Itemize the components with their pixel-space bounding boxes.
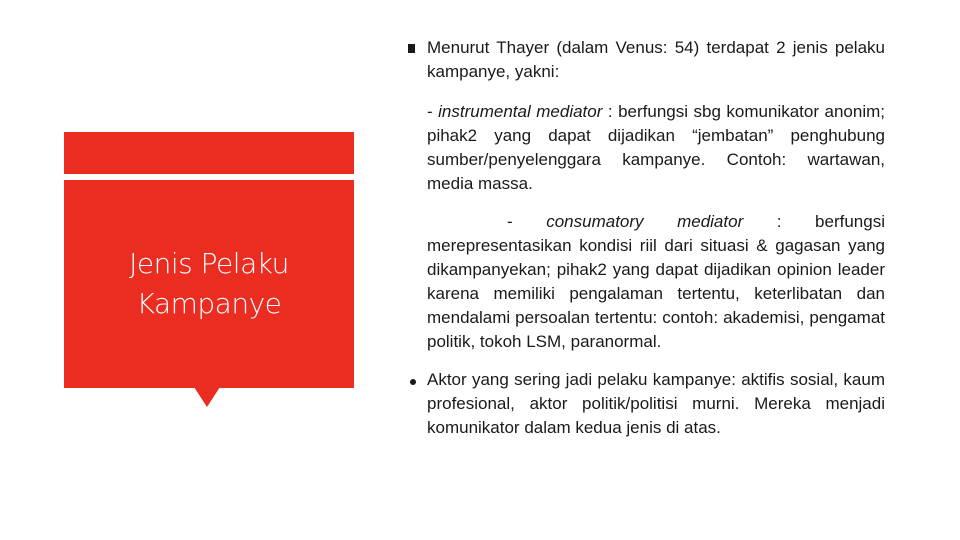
accent-strip bbox=[64, 132, 354, 174]
instrumental-text: : berfungsi sbg komunikator anonim; pihak2 yang dapat dijadikan “jembatan” penghubung sumber/penyelenggara kampanye. Contoh: wartawan, media massa. bbox=[427, 102, 885, 193]
instrumental-lead: - bbox=[427, 102, 439, 121]
actors-bullet bbox=[408, 368, 885, 440]
instrumental-term: instrumental mediator bbox=[438, 102, 603, 121]
slide-content bbox=[408, 36, 885, 440]
intro-bullet bbox=[408, 36, 885, 84]
title-panel-pointer bbox=[194, 387, 220, 407]
dot-bullet-icon bbox=[408, 368, 427, 440]
consumatory-text: : berfungsi merepresentasikan kondisi riil dari situasi & gagasan yang dikampanyekan; pihak2 yang dapat dijadikan opinion leader karena memiliki pengalaman tertentu, keterlibatan dan mendalami persoalan tertentu: contoh: akademisi, pengamat politik, tokoh LSM, paranormal. bbox=[427, 212, 885, 351]
slide-title: Jenis Pelaku Kampanye bbox=[129, 247, 289, 320]
intro-text: Menurut Thayer (dalam Venus: 54) terdapat 2 jenis pelaku kampanye, yakni: bbox=[427, 38, 885, 81]
consumatory-lead: - bbox=[507, 212, 547, 231]
square-bullet-icon bbox=[408, 36, 427, 84]
actors-text: Aktor yang sering jadi pelaku kampanye: aktifis sosial, kaum profesional, aktor politik/politisi murni. Mereka menjadi komunikator dalam kedua jenis di atas. bbox=[427, 370, 885, 437]
consumatory-term: consumatory mediator bbox=[546, 212, 744, 231]
consumatory-mediator-paragraph bbox=[408, 210, 885, 354]
instrumental-mediator-paragraph bbox=[408, 100, 885, 196]
